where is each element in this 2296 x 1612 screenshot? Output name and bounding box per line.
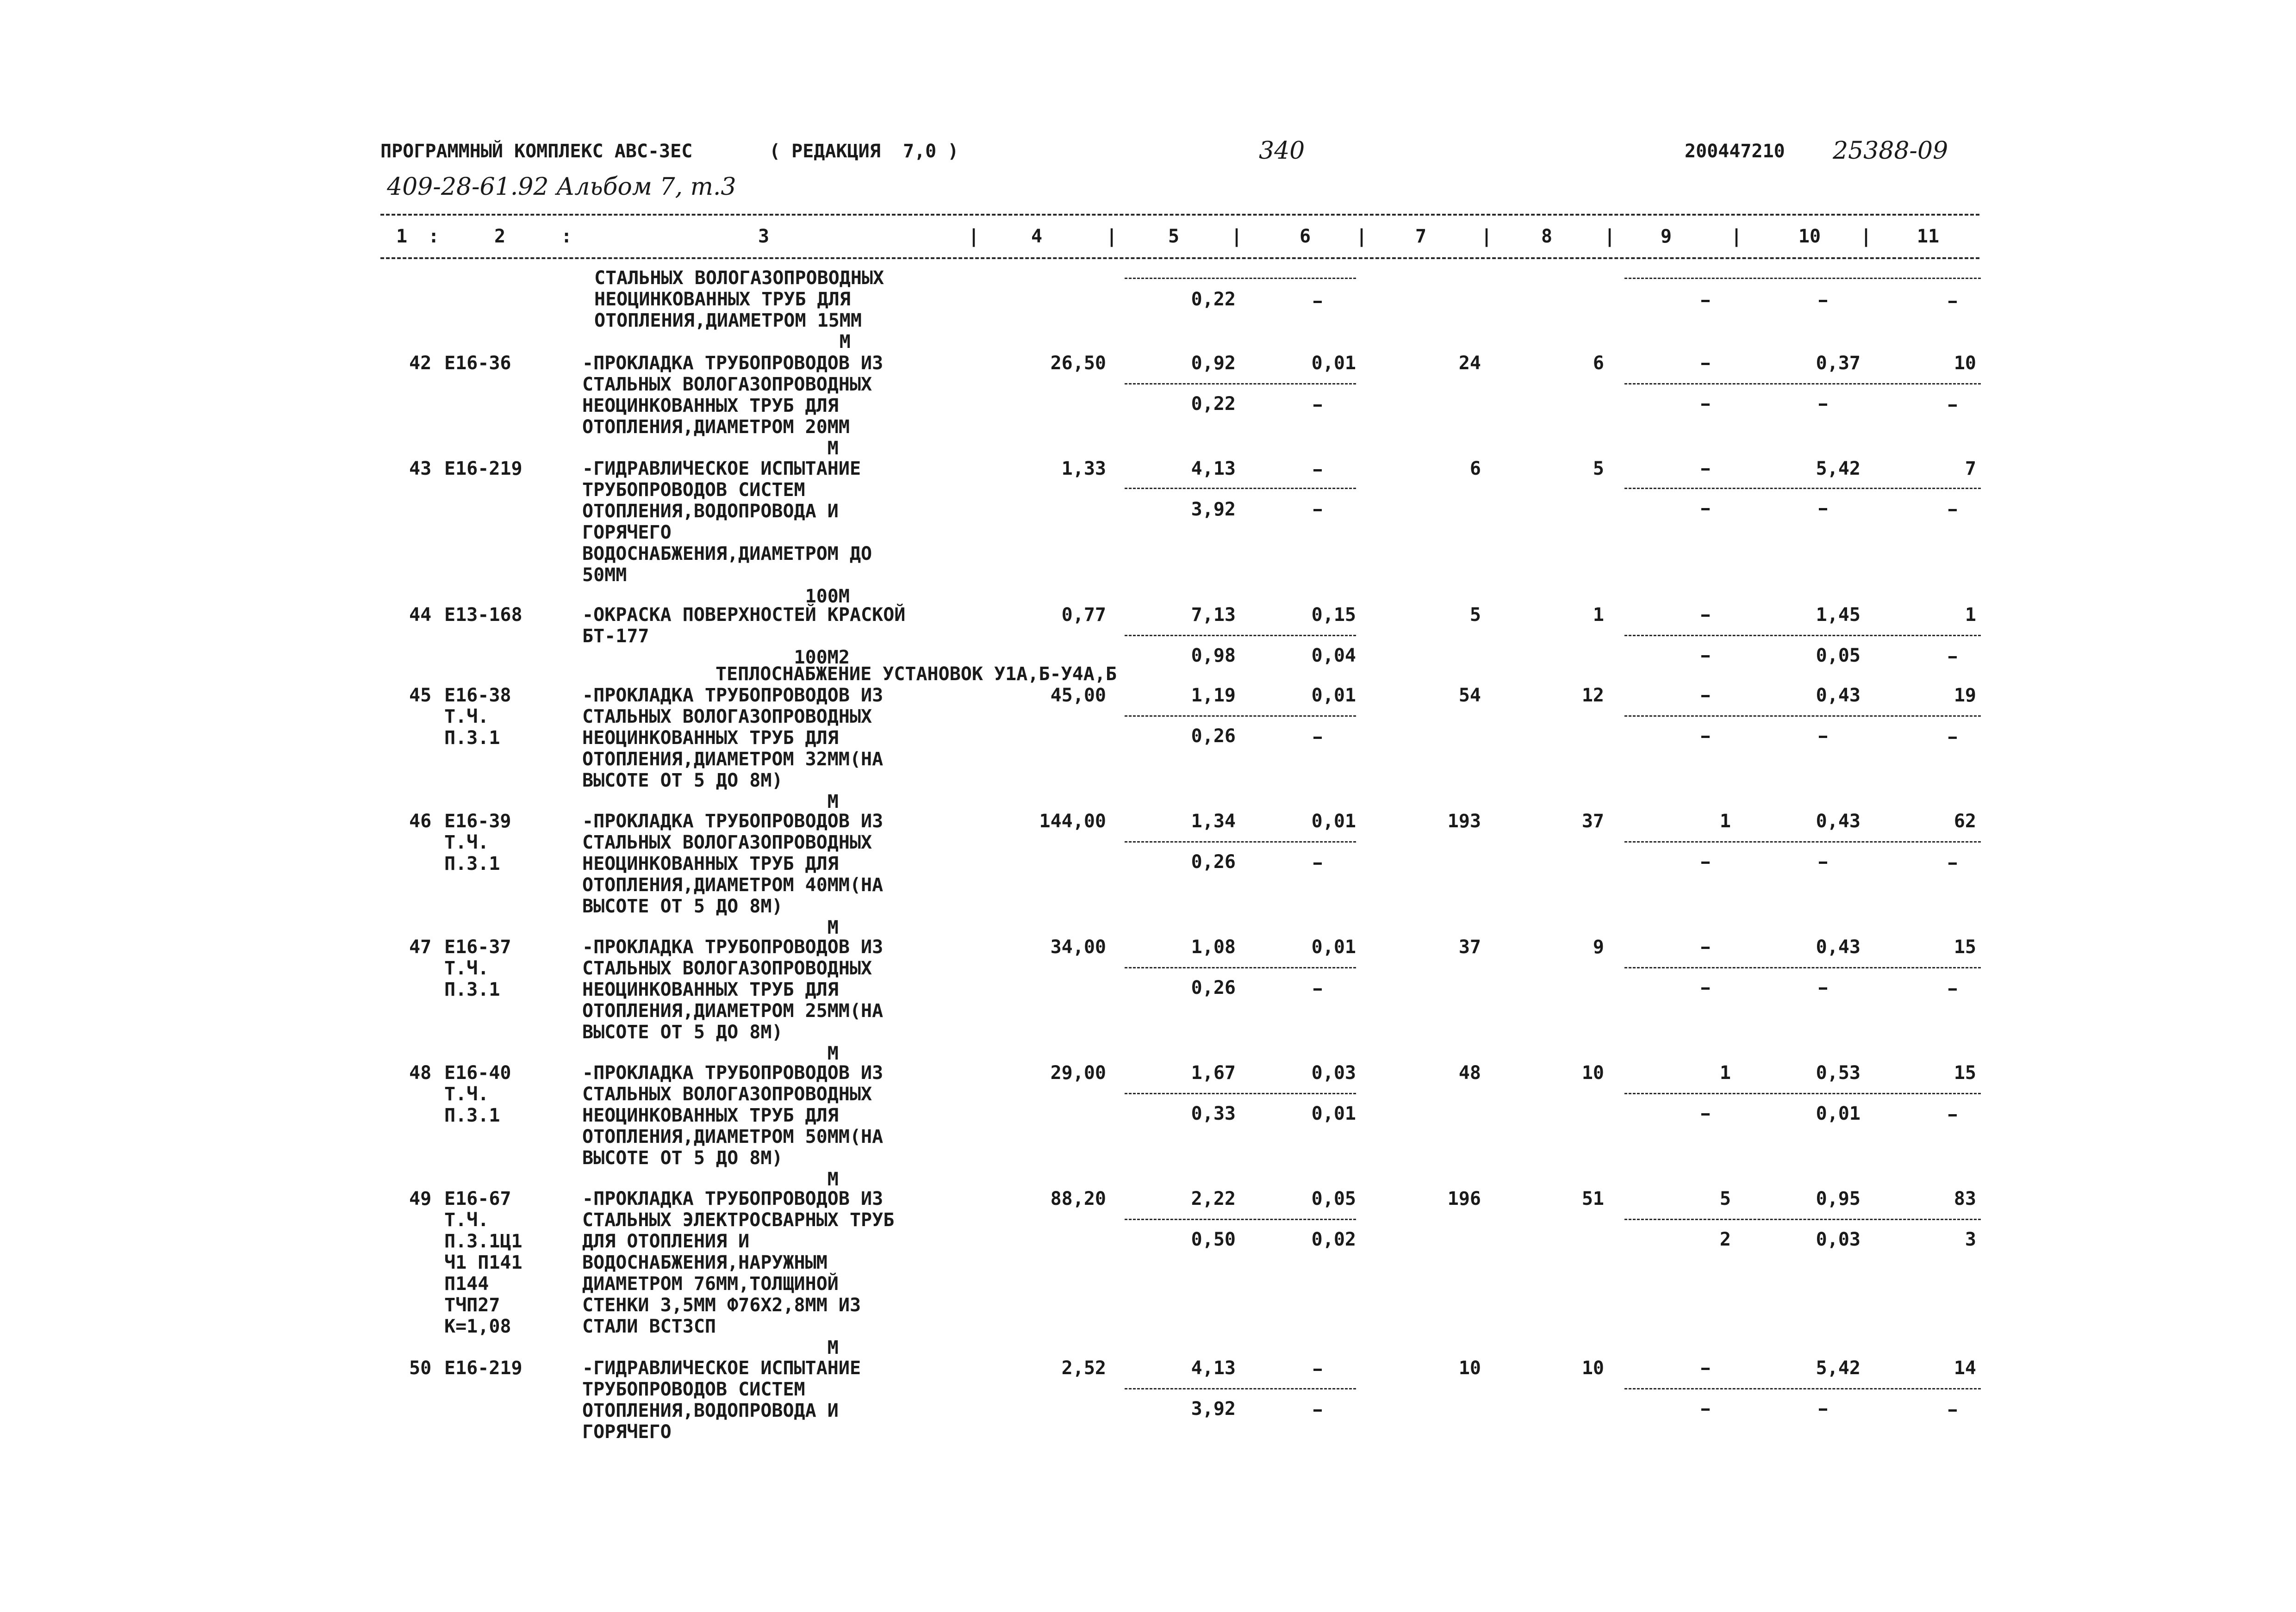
empty-mark [1948, 862, 1957, 865]
row-number: 48 [409, 1062, 432, 1084]
item-description: -ОКРАСКА ПОВЕРХНОСТЕЙ КРАСКОЙ БТ-177 100М2 [582, 604, 906, 668]
empty-mark [1313, 469, 1322, 471]
document-code: 200447210 [1685, 141, 1785, 162]
value-cell: 0,01 [1311, 353, 1356, 374]
rate-code: Е16-219 [444, 458, 523, 479]
value-cell: 0,26 [1191, 725, 1236, 747]
value-cell: 37 [1458, 936, 1481, 958]
empty-mark [1948, 301, 1957, 303]
column-number: 10 [1798, 226, 1821, 247]
value-cell: 0,01 [1311, 1103, 1356, 1124]
value-cell: 83 [1954, 1188, 1976, 1209]
empty-mark [1701, 403, 1710, 406]
value-cell: 15 [1954, 936, 1976, 958]
column-separator: | [1356, 226, 1368, 247]
value-cell: 0,22 [1191, 393, 1236, 415]
empty-mark [1948, 404, 1957, 407]
empty-mark [1819, 300, 1827, 302]
fraction-line [1125, 1219, 1356, 1220]
value-cell: 1,34 [1191, 811, 1236, 832]
empty-mark [1701, 1368, 1710, 1370]
empty-mark [1819, 862, 1827, 864]
empty-mark [1701, 1408, 1710, 1411]
value-cell: 0,92 [1191, 353, 1236, 374]
edition-label: ( РЕДАКЦИЯ 7,0 ) [769, 141, 959, 162]
empty-mark [1819, 403, 1827, 406]
column-number: 4 [1031, 226, 1043, 247]
value-cell: 10 [1581, 1062, 1604, 1084]
empty-mark [1819, 736, 1827, 738]
fraction-line [1624, 635, 1981, 636]
empty-mark [1701, 695, 1710, 697]
fraction-line [1624, 715, 1981, 717]
empty-mark [1313, 1369, 1322, 1371]
quantity-cell: 1,33 [1061, 458, 1106, 479]
empty-mark [1313, 404, 1322, 407]
value-cell: 6 [1593, 353, 1604, 374]
value-cell: 3 [1965, 1229, 1976, 1250]
empty-mark [1701, 614, 1710, 617]
empty-mark [1313, 509, 1322, 511]
value-cell: 2,22 [1191, 1188, 1236, 1209]
row-number: 47 [409, 936, 432, 958]
value-cell: 19 [1954, 685, 1976, 706]
value-cell: 5 [1593, 458, 1604, 479]
value-cell: 51 [1581, 1188, 1604, 1209]
program-title: ПРОГРАММНЫЙ КОМПЛЕКС АВС-3ЕС [380, 141, 693, 162]
value-cell: 0,95 [1816, 1188, 1860, 1209]
empty-mark [1313, 1409, 1322, 1412]
fraction-line [1624, 383, 1981, 384]
value-cell: 15 [1954, 1062, 1976, 1084]
value-cell: 0,15 [1311, 604, 1356, 626]
value-cell: 7,13 [1191, 604, 1236, 626]
column-separator: : [561, 226, 572, 247]
rate-code: Е16-219 [444, 1358, 523, 1379]
column-number: 1 [396, 226, 408, 247]
value-cell: 5,42 [1816, 458, 1860, 479]
column-number: 11 [1916, 226, 1940, 247]
rate-note: Т.Ч. П.3.1 [444, 832, 500, 874]
value-cell: 0,43 [1816, 936, 1860, 958]
empty-mark [1948, 1114, 1957, 1116]
value-cell: 0,04 [1311, 645, 1356, 666]
value-cell: 0,03 [1311, 1062, 1356, 1084]
column-separator: | [1231, 226, 1243, 247]
row-number: 45 [409, 685, 432, 706]
rate-code: Е16-39 [444, 811, 511, 832]
empty-mark [1313, 988, 1322, 991]
value-cell: 0,02 [1311, 1229, 1356, 1250]
rate-code: Е16-38 [444, 685, 511, 706]
value-cell: 1,67 [1191, 1062, 1236, 1084]
item-description: -ПРОКЛАДКА ТРУБОПРОВОДОВ ИЗ СТАЛЬНЫХ ВОЛОГАЗОПРОВОДНЫХ НЕОЦИНКОВАННЫХ ТРУБ ДЛЯ ОТОПЛЕНИЯ,ДИАМЕТРОМ 50ММ(НА ВЫСОТЕ ОТ 5 ДО 8М) М [582, 1062, 884, 1190]
empty-mark [1701, 363, 1710, 365]
item-description: -ГИДРАВЛИЧЕСКОЕ ИСПЫТАНИЕ ТРУБОПРОВОДОВ СИСТЕМ ОТОПЛЕНИЯ,ВОДОПРОВОДА И ГОРЯЧЕГО [582, 1358, 861, 1443]
value-cell: 10 [1458, 1358, 1481, 1379]
rate-code: Е16-40 [444, 1062, 511, 1084]
rate-code: Е16-67 [444, 1188, 511, 1209]
value-cell: 54 [1458, 685, 1481, 706]
item-description: -ПРОКЛАДКА ТРУБОПРОВОДОВ ИЗ СТАЛЬНЫХ ВОЛОГАЗОПРОВОДНЫХ НЕОЦИНКОВАННЫХ ТРУБ ДЛЯ ОТОПЛЕНИЯ,ДИАМЕТРОМ 32ММ(НА ВЫСОТЕ ОТ 5 ДО 8М) М [582, 685, 884, 812]
value-cell: 196 [1447, 1188, 1481, 1209]
value-cell: 37 [1581, 811, 1604, 832]
row-number: 49 [409, 1188, 432, 1209]
value-cell: 1 [1593, 604, 1604, 626]
value-cell: 12 [1581, 685, 1604, 706]
fraction-line [1125, 278, 1356, 279]
empty-mark [1313, 862, 1322, 865]
value-cell: 1 [1719, 1062, 1731, 1084]
value-cell: 0,26 [1191, 977, 1236, 998]
column-number: 2 [494, 226, 506, 247]
empty-mark [1701, 862, 1710, 864]
empty-mark [1948, 656, 1957, 658]
fraction-line [1125, 635, 1356, 636]
value-cell: 5 [1719, 1188, 1731, 1209]
fraction-line [1624, 1219, 1981, 1220]
value-cell: 0,01 [1311, 685, 1356, 706]
empty-mark [1948, 1409, 1957, 1412]
value-cell: 0,26 [1191, 851, 1236, 873]
value-cell: 14 [1954, 1358, 1976, 1379]
row-number: 46 [409, 811, 432, 832]
value-cell: 0,37 [1816, 353, 1860, 374]
value-cell: 3,92 [1191, 499, 1236, 520]
quantity-cell: 45,00 [1050, 685, 1106, 706]
value-cell: 1,08 [1191, 936, 1236, 958]
value-cell: 0,50 [1191, 1229, 1236, 1250]
quantity-cell: 88,20 [1050, 1188, 1106, 1209]
item-description: -ПРОКЛАДКА ТРУБОПРОВОДОВ ИЗ СТАЛЬНЫХ ВОЛОГАЗОПРОВОДНЫХ НЕОЦИНКОВАННЫХ ТРУБ ДЛЯ ОТОПЛЕНИЯ,ДИАМЕТРОМ 25ММ(НА ВЫСОТЕ ОТ 5 ДО 8М) М [582, 936, 884, 1064]
rate-code: Е16-37 [444, 936, 511, 958]
table-header-rule [380, 257, 1979, 259]
column-number: 3 [758, 226, 770, 247]
fraction-line [1624, 278, 1981, 279]
column-number: 7 [1415, 226, 1427, 247]
empty-mark [1948, 509, 1957, 511]
fraction-line [1125, 841, 1356, 843]
item-description: -ПРОКЛАДКА ТРУБОПРОВОДОВ ИЗ СТАЛЬНЫХ ВОЛОГАЗОПРОВОДНЫХ НЕОЦИНКОВАННЫХ ТРУБ ДЛЯ ОТОПЛЕНИЯ,ДИАМЕТРОМ 40ММ(НА ВЫСОТЕ ОТ 5 ДО 8М) М [582, 811, 884, 938]
rate-note: Т.Ч. П.3.1 [444, 958, 500, 1000]
value-cell: 1,45 [1816, 604, 1860, 626]
empty-mark [1819, 1408, 1827, 1411]
quantity-cell: 2,52 [1061, 1358, 1106, 1379]
value-cell: 0,01 [1311, 811, 1356, 832]
rate-code: Е13-168 [444, 604, 523, 626]
fraction-line [1125, 967, 1356, 968]
quantity-cell: 144,00 [1039, 811, 1106, 832]
empty-mark [1819, 508, 1827, 510]
fraction-line [1624, 967, 1981, 968]
empty-mark [1313, 737, 1322, 739]
album-reference: 409-28-61.92 Альбом 7, т.3 [387, 173, 736, 201]
value-cell: 10 [1581, 1358, 1604, 1379]
empty-mark [1701, 987, 1710, 990]
column-separator: | [1604, 226, 1616, 247]
value-cell: 0,01 [1311, 936, 1356, 958]
value-cell: 0,43 [1816, 685, 1860, 706]
quantity-cell: 26,50 [1050, 353, 1106, 374]
fraction-line [1125, 488, 1356, 489]
column-separator: | [1860, 226, 1872, 247]
value-cell: 62 [1954, 811, 1976, 832]
fraction-line [1125, 715, 1356, 717]
value-cell: 0,98 [1191, 645, 1236, 666]
value-cell: 4,13 [1191, 458, 1236, 479]
rate-note: Т.Ч. П.3.1Ц1 Ч1 П141 П144 ТЧП27 К=1,08 [444, 1209, 523, 1337]
table-top-rule [380, 214, 1979, 216]
value-cell: 48 [1458, 1062, 1481, 1084]
value-cell: 0,43 [1816, 811, 1860, 832]
column-separator: | [968, 226, 980, 247]
column-separator: | [1106, 226, 1118, 247]
row-number: 43 [409, 458, 432, 479]
empty-mark [1819, 987, 1827, 990]
fraction-line [1125, 1093, 1356, 1094]
item-description: -ПРОКЛАДКА ТРУБОПРОВОДОВ ИЗ СТАЛЬНЫХ ВОЛОГАЗОПРОВОДНЫХ НЕОЦИНКОВАННЫХ ТРУБ ДЛЯ ОТОПЛЕНИЯ,ДИАМЕТРОМ 20ММ М [582, 353, 884, 459]
value-cell: 9 [1593, 936, 1604, 958]
fraction-line [1125, 383, 1356, 384]
page-number: 340 [1259, 137, 1305, 165]
column-separator: | [1731, 226, 1742, 247]
column-separator: : [428, 226, 440, 247]
empty-mark [1701, 300, 1710, 302]
rate-note: Т.Ч. П.3.1 [444, 1084, 500, 1126]
column-number: 9 [1660, 226, 1672, 247]
item-description: СТАЛЬНЫХ ВОЛОГАЗОПРОВОДНЫХ НЕОЦИНКОВАННЫХ ТРУБ ДЛЯ ОТОПЛЕНИЯ,ДИАМЕТРОМ 15ММ М [594, 267, 884, 353]
value-cell: 7 [1965, 458, 1976, 479]
value-cell: 5 [1469, 604, 1481, 626]
value-cell: 193 [1447, 811, 1481, 832]
item-description: -ГИДРАВЛИЧЕСКОЕ ИСПЫТАНИЕ ТРУБОПРОВОДОВ СИСТЕМ ОТОПЛЕНИЯ,ВОДОПРОВОДА И ГОРЯЧЕГО ВОДОСНАБЖЕНИЯ,ДИАМЕТРОМ ДО 50ММ 100М [582, 458, 872, 607]
value-cell: 2 [1719, 1229, 1731, 1250]
column-separator: | [1481, 226, 1493, 247]
value-cell: 4,13 [1191, 1358, 1236, 1379]
quantity-cell: 34,00 [1050, 936, 1106, 958]
value-cell: 0,05 [1816, 645, 1860, 666]
value-cell: 1,19 [1191, 685, 1236, 706]
column-number: 6 [1299, 226, 1311, 247]
row-number: 44 [409, 604, 432, 626]
item-description: -ПРОКЛАДКА ТРУБОПРОВОДОВ ИЗ СТАЛЬНЫХ ЭЛЕКТРОСВАРНЫХ ТРУБ ДЛЯ ОТОПЛЕНИЯ И ВОДОСНАБЖЕНИЯ,НАРУЖНЫМ ДИАМЕТРОМ 76ММ,ТОЛЩИНОЙ СТЕНКИ 3,5ММ Ф76Х2,8ММ ИЗ СТАЛИ ВСТ3СП М [582, 1188, 895, 1358]
value-cell: 0,01 [1816, 1103, 1860, 1124]
empty-mark [1701, 947, 1710, 949]
value-cell: 5,42 [1816, 1358, 1860, 1379]
rate-code: Е16-36 [444, 353, 511, 374]
value-cell: 1 [1965, 604, 1976, 626]
empty-mark [1701, 508, 1710, 510]
empty-mark [1948, 737, 1957, 739]
empty-mark [1701, 1113, 1710, 1116]
empty-mark [1701, 468, 1710, 471]
column-number: 5 [1168, 226, 1180, 247]
fraction-line [1624, 1388, 1981, 1389]
value-cell: 0,53 [1816, 1062, 1860, 1084]
quantity-cell: 29,00 [1050, 1062, 1106, 1084]
fraction-line [1624, 1093, 1981, 1094]
fraction-line [1125, 1388, 1356, 1389]
empty-mark [1701, 736, 1710, 738]
empty-mark [1701, 655, 1710, 657]
section-heading: ТЕПЛОСНАБЖЕНИЕ УСТАНОВОК У1А,Б-У4А,Б [716, 663, 1117, 685]
value-cell: 24 [1458, 353, 1481, 374]
rate-note: Т.Ч. П.3.1 [444, 706, 500, 749]
value-cell: 0,03 [1816, 1229, 1860, 1250]
value-cell: 1 [1719, 811, 1731, 832]
fraction-line [1624, 841, 1981, 843]
value-cell: 0,22 [1191, 289, 1236, 310]
value-cell: 3,92 [1191, 1398, 1236, 1420]
value-cell: 6 [1469, 458, 1481, 479]
empty-mark [1948, 988, 1957, 991]
value-cell: 0,33 [1191, 1103, 1236, 1124]
value-cell: 10 [1954, 353, 1976, 374]
column-number: 8 [1541, 226, 1553, 247]
empty-mark [1313, 301, 1322, 303]
value-cell: 0,05 [1311, 1188, 1356, 1209]
quantity-cell: 0,77 [1061, 604, 1106, 626]
document-number: 25388-09 [1833, 137, 1948, 165]
row-number: 50 [409, 1358, 432, 1379]
fraction-line [1624, 488, 1981, 489]
row-number: 42 [409, 353, 432, 374]
